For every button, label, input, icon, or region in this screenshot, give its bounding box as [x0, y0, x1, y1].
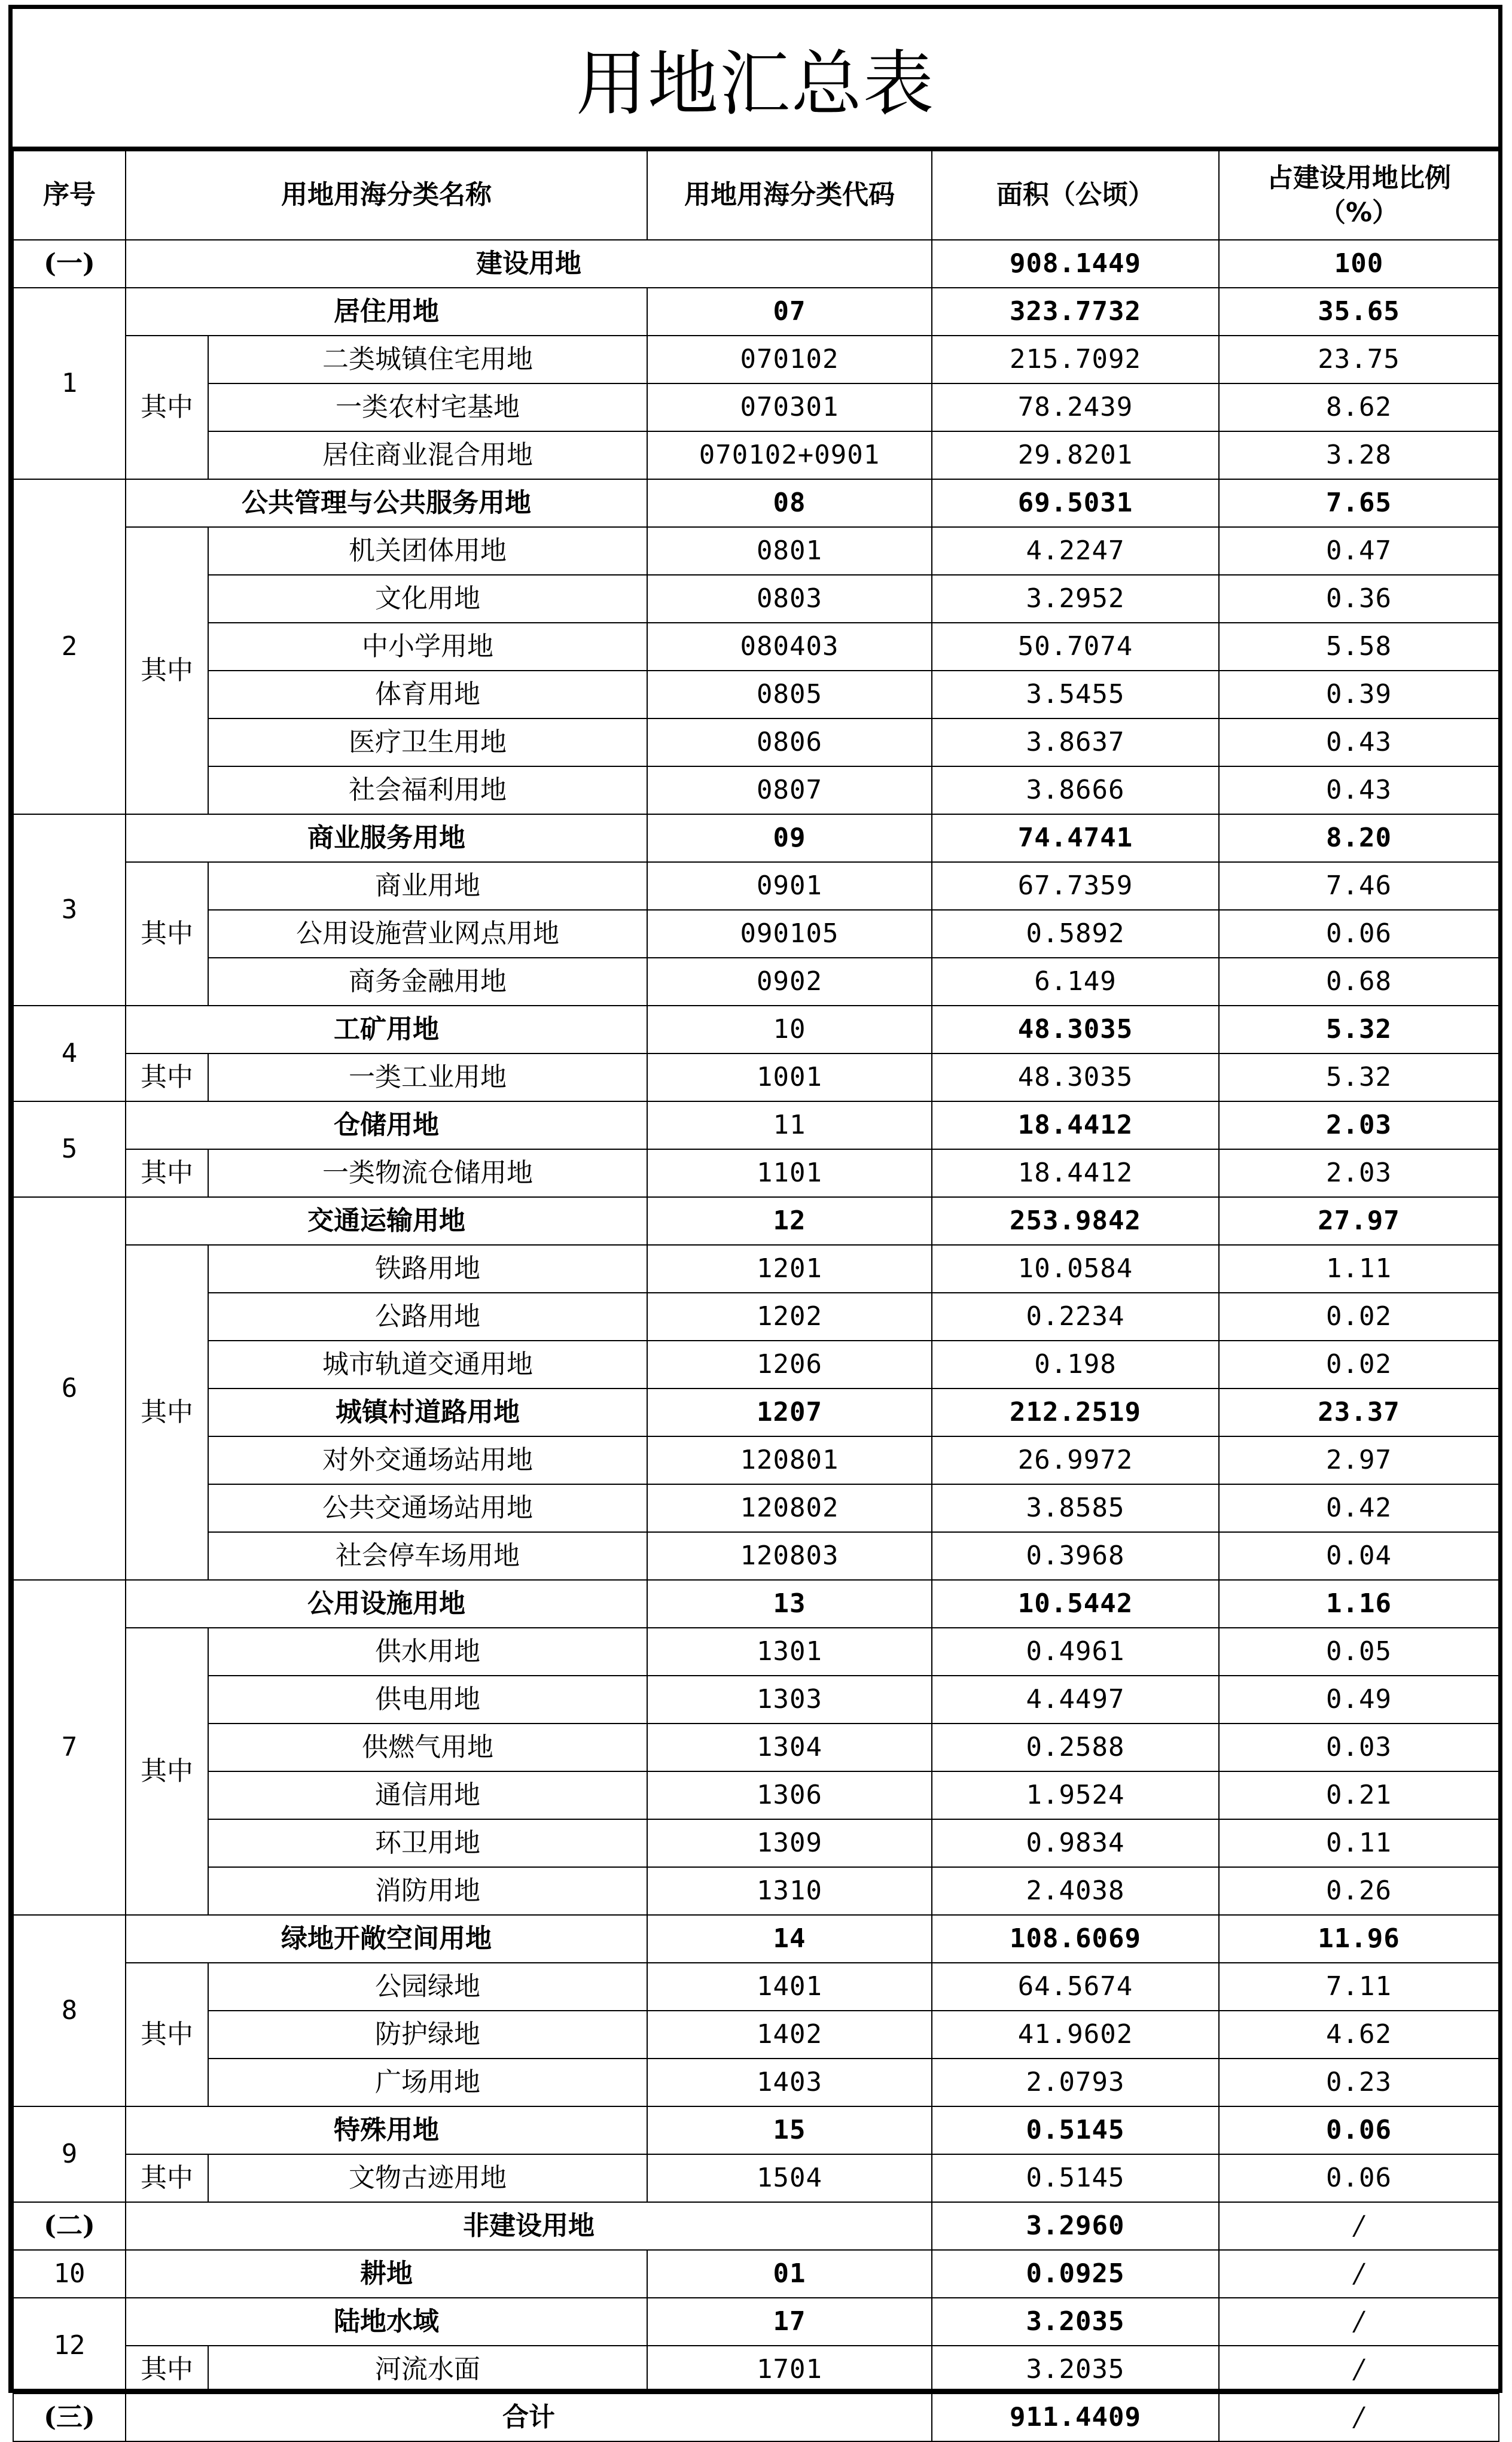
item-name: 文化用地 [208, 575, 647, 623]
qizhong-label: 其中 [126, 1149, 208, 1197]
item-name: 城镇村道路用地 [208, 1389, 647, 1436]
item-code: 1101 [647, 1149, 932, 1197]
group-area: 10.5442 [932, 1580, 1219, 1628]
item-ratio: 23.37 [1219, 1389, 1499, 1436]
table-row [13, 2011, 1499, 2059]
group-code: 13 [647, 1580, 932, 1628]
item-code: 070301 [647, 383, 932, 431]
table-row [13, 1867, 1499, 1915]
item-code: 1403 [647, 2059, 932, 2106]
header-code: 用地用海分类代码 [647, 151, 932, 240]
item-area: 78.2439 [932, 383, 1219, 431]
item-area: 0.2234 [932, 1293, 1219, 1341]
qizhong-label: 其中 [126, 2346, 208, 2394]
group-ratio: 35.65 [1219, 288, 1499, 336]
item-area: 50.7074 [932, 623, 1219, 671]
item-code: 1207 [647, 1389, 932, 1436]
item-name: 社会福利用地 [208, 766, 647, 814]
section-name: 非建设用地 [126, 2202, 932, 2250]
table-row [13, 1676, 1499, 1724]
item-ratio: 23.75 [1219, 336, 1499, 383]
table-row [13, 1963, 1499, 2011]
item-name: 公用设施营业网点用地 [208, 910, 647, 958]
section-seq: (一) [13, 240, 126, 288]
item-area: 10.0584 [932, 1245, 1219, 1293]
item-name: 广场用地 [208, 2059, 647, 2106]
item-ratio: 5.32 [1219, 1053, 1499, 1101]
group-row [13, 1101, 1499, 1149]
group-ratio: 1.16 [1219, 1580, 1499, 1628]
item-name: 城市轨道交通用地 [208, 1341, 647, 1389]
group-row [13, 2298, 1499, 2346]
item-ratio: 0.36 [1219, 575, 1499, 623]
group-area: 18.4412 [932, 1101, 1219, 1149]
item-name: 商业用地 [208, 862, 647, 910]
group-seq: 12 [13, 2298, 126, 2394]
item-ratio: 0.04 [1219, 1532, 1499, 1580]
item-ratio: 0.43 [1219, 718, 1499, 766]
group-code: 09 [647, 814, 932, 862]
item-code: 090105 [647, 910, 932, 958]
item-code: 1306 [647, 1771, 932, 1819]
item-area: 41.9602 [932, 2011, 1219, 2059]
item-code: 1401 [647, 1963, 932, 2011]
item-name: 中小学用地 [208, 623, 647, 671]
table-row [13, 1819, 1499, 1867]
section-ratio: / [1219, 2394, 1499, 2441]
item-code: 1304 [647, 1724, 932, 1771]
item-area: 2.0793 [932, 2059, 1219, 2106]
table-row [13, 1771, 1499, 1819]
group-seq: 6 [13, 1197, 126, 1580]
header-ratio [1219, 151, 1499, 240]
item-name: 一类农村宅基地 [208, 383, 647, 431]
item-name: 供水用地 [208, 1628, 647, 1676]
group-row [13, 2250, 1499, 2298]
table-row [13, 1341, 1499, 1389]
group-name: 公用设施用地 [126, 1580, 647, 1628]
group-seq: 9 [13, 2106, 126, 2202]
group-seq: 2 [13, 479, 126, 814]
group-row [13, 479, 1499, 527]
group-row [13, 1197, 1499, 1245]
item-area: 2.4038 [932, 1867, 1219, 1915]
group-row [13, 2106, 1499, 2154]
header-name: 用地用海分类名称 [126, 151, 647, 240]
item-area: 3.8585 [932, 1484, 1219, 1532]
item-name: 机关团体用地 [208, 527, 647, 575]
table-row [13, 1053, 1499, 1101]
section-row-non-construction [13, 2202, 1499, 2250]
page-title: 用地汇总表 [13, 9, 1498, 150]
item-name: 文物古迹用地 [208, 2154, 647, 2202]
table-row [13, 1245, 1499, 1293]
item-ratio: 5.58 [1219, 623, 1499, 671]
item-code: 0807 [647, 766, 932, 814]
item-ratio: 0.06 [1219, 2154, 1499, 2202]
table-row [13, 1436, 1499, 1484]
item-code: 0801 [647, 527, 932, 575]
table-row [13, 910, 1499, 958]
item-ratio: 0.02 [1219, 1293, 1499, 1341]
item-area: 0.9834 [932, 1819, 1219, 1867]
item-name: 防护绿地 [208, 2011, 647, 2059]
qizhong-label: 其中 [126, 2154, 208, 2202]
item-ratio: / [1219, 2346, 1499, 2394]
item-code: 070102 [647, 336, 932, 383]
item-area: 212.2519 [932, 1389, 1219, 1436]
section-area: 3.2960 [932, 2202, 1219, 2250]
item-name: 商务金融用地 [208, 958, 647, 1006]
item-area: 3.8666 [932, 766, 1219, 814]
group-code: 08 [647, 479, 932, 527]
section-name: 合计 [126, 2394, 932, 2441]
item-code: 1001 [647, 1053, 932, 1101]
item-code: 1309 [647, 1819, 932, 1867]
item-code: 1310 [647, 1867, 932, 1915]
section-row-construction [13, 240, 1499, 288]
section-seq: (三) [13, 2394, 126, 2441]
item-ratio: 0.42 [1219, 1484, 1499, 1532]
section-name: 建设用地 [126, 240, 932, 288]
group-code: 12 [647, 1197, 932, 1245]
group-ratio: 11.96 [1219, 1915, 1499, 1963]
group-seq: 7 [13, 1580, 126, 1915]
table-row [13, 2154, 1499, 2202]
item-ratio: 0.68 [1219, 958, 1499, 1006]
item-ratio: 0.39 [1219, 671, 1499, 718]
qizhong-label: 其中 [126, 1245, 208, 1580]
item-code: 0803 [647, 575, 932, 623]
land-use-summary-sheet [8, 5, 1502, 2432]
group-row [13, 1580, 1499, 1628]
section-row-total [13, 2394, 1499, 2441]
table-row [13, 1149, 1499, 1197]
item-ratio: 4.62 [1219, 2011, 1499, 2059]
group-ratio: 0.06 [1219, 2106, 1499, 2154]
group-area: 0.5145 [932, 2106, 1219, 2154]
qizhong-label: 其中 [126, 1963, 208, 2106]
item-ratio: 7.46 [1219, 862, 1499, 910]
item-ratio: 0.49 [1219, 1676, 1499, 1724]
item-code: 120801 [647, 1436, 932, 1484]
item-area: 0.2588 [932, 1724, 1219, 1771]
item-name: 社会停车场用地 [208, 1532, 647, 1580]
group-name: 仓储用地 [126, 1101, 647, 1149]
item-name: 一类工业用地 [208, 1053, 647, 1101]
item-area: 6.149 [932, 958, 1219, 1006]
table-row [13, 1724, 1499, 1771]
item-name: 医疗卫生用地 [208, 718, 647, 766]
group-area: 253.9842 [932, 1197, 1219, 1245]
table-row [13, 958, 1499, 1006]
item-area: 18.4412 [932, 1149, 1219, 1197]
group-name: 绿地开敞空间用地 [126, 1915, 647, 1963]
table-row [13, 575, 1499, 623]
table-row [13, 1484, 1499, 1532]
item-ratio: 0.21 [1219, 1771, 1499, 1819]
table-row [13, 766, 1499, 814]
item-code: 080403 [647, 623, 932, 671]
group-code: 15 [647, 2106, 932, 2154]
table-row [13, 671, 1499, 718]
group-code: 11 [647, 1101, 932, 1149]
item-ratio: 0.11 [1219, 1819, 1499, 1867]
table-row [13, 2346, 1499, 2394]
item-code: 0901 [647, 862, 932, 910]
group-area: 74.4741 [932, 814, 1219, 862]
item-area: 48.3035 [932, 1053, 1219, 1101]
group-code: 10 [647, 1006, 932, 1053]
item-ratio: 0.02 [1219, 1341, 1499, 1389]
group-area: 108.6069 [932, 1915, 1219, 1963]
item-code: 0902 [647, 958, 932, 1006]
header-ratio-line2: （%） [1319, 197, 1399, 228]
table-row [13, 1628, 1499, 1676]
item-area: 29.8201 [932, 431, 1219, 479]
item-name: 体育用地 [208, 671, 647, 718]
group-row [13, 1006, 1499, 1053]
item-ratio: 0.23 [1219, 2059, 1499, 2106]
item-code: 120802 [647, 1484, 932, 1532]
item-name: 一类物流仓储用地 [208, 1149, 647, 1197]
qizhong-label: 其中 [126, 1628, 208, 1915]
item-ratio: 0.47 [1219, 527, 1499, 575]
item-name: 铁路用地 [208, 1245, 647, 1293]
group-name: 商业服务用地 [126, 814, 647, 862]
group-seq: 4 [13, 1006, 126, 1101]
item-name: 供燃气用地 [208, 1724, 647, 1771]
group-seq: 5 [13, 1101, 126, 1197]
group-ratio: 2.03 [1219, 1101, 1499, 1149]
item-area: 0.198 [932, 1341, 1219, 1389]
item-name: 公共交通场站用地 [208, 1484, 647, 1532]
item-area: 3.5455 [932, 671, 1219, 718]
item-name: 消防用地 [208, 1867, 647, 1915]
group-row [13, 1915, 1499, 1963]
table-row [13, 527, 1499, 575]
item-ratio: 2.03 [1219, 1149, 1499, 1197]
item-ratio: 0.03 [1219, 1724, 1499, 1771]
item-area: 64.5674 [932, 1963, 1219, 2011]
table-row [13, 1532, 1499, 1580]
section-ratio: / [1219, 2202, 1499, 2250]
item-name: 对外交通场站用地 [208, 1436, 647, 1484]
item-code: 1201 [647, 1245, 932, 1293]
item-area: 0.5892 [932, 910, 1219, 958]
land-use-table [13, 150, 1499, 2442]
group-area: 69.5031 [932, 479, 1219, 527]
item-ratio: 1.11 [1219, 1245, 1499, 1293]
item-ratio: 0.43 [1219, 766, 1499, 814]
item-name: 居住商业混合用地 [208, 431, 647, 479]
table-row [13, 336, 1499, 383]
qizhong-label: 其中 [126, 527, 208, 814]
group-area: 48.3035 [932, 1006, 1219, 1053]
item-code: 0805 [647, 671, 932, 718]
group-seq: 8 [13, 1915, 126, 2106]
item-name: 二类城镇住宅用地 [208, 336, 647, 383]
item-name: 公路用地 [208, 1293, 647, 1341]
item-area: 1.9524 [932, 1771, 1219, 1819]
group-row [13, 814, 1499, 862]
item-code: 1301 [647, 1628, 932, 1676]
group-ratio: 7.65 [1219, 479, 1499, 527]
item-area: 0.4961 [932, 1628, 1219, 1676]
item-area: 67.7359 [932, 862, 1219, 910]
item-code: 1402 [647, 2011, 932, 2059]
item-code: 1504 [647, 2154, 932, 2202]
qizhong-label: 其中 [126, 1053, 208, 1101]
item-ratio: 7.11 [1219, 1963, 1499, 2011]
item-name: 供电用地 [208, 1676, 647, 1724]
table-header-row [13, 151, 1499, 240]
item-area: 4.4497 [932, 1676, 1219, 1724]
item-ratio: 0.06 [1219, 910, 1499, 958]
item-code: 1206 [647, 1341, 932, 1389]
item-code: 070102+0901 [647, 431, 932, 479]
section-ratio: 100 [1219, 240, 1499, 288]
section-seq: (二) [13, 2202, 126, 2250]
item-code: 1303 [647, 1676, 932, 1724]
item-area: 3.8637 [932, 718, 1219, 766]
group-seq: 10 [13, 2250, 126, 2298]
item-ratio: 0.05 [1219, 1628, 1499, 1676]
item-area: 3.2035 [932, 2346, 1219, 2394]
table-row [13, 383, 1499, 431]
table-row [13, 431, 1499, 479]
table-row [13, 2059, 1499, 2106]
group-name: 公共管理与公共服务用地 [126, 479, 647, 527]
item-code: 1202 [647, 1293, 932, 1341]
group-name: 居住用地 [126, 288, 647, 336]
table-row [13, 718, 1499, 766]
item-ratio: 3.28 [1219, 431, 1499, 479]
header-seq: 序号 [13, 151, 126, 240]
table-row [13, 1293, 1499, 1341]
header-area: 面积（公顷） [932, 151, 1219, 240]
item-name: 环卫用地 [208, 1819, 647, 1867]
group-code: 14 [647, 1915, 932, 1963]
table-row-bold [13, 1389, 1499, 1436]
group-seq: 3 [13, 814, 126, 1006]
group-ratio: 8.20 [1219, 814, 1499, 862]
group-row [13, 288, 1499, 336]
item-name: 河流水面 [208, 2346, 647, 2394]
group-area: 3.2035 [932, 2298, 1219, 2346]
group-code: 07 [647, 288, 932, 336]
item-ratio: 8.62 [1219, 383, 1499, 431]
header-ratio-line1: 占建设用地比例 [1267, 163, 1451, 194]
group-name: 陆地水域 [126, 2298, 647, 2346]
group-seq: 1 [13, 288, 126, 479]
item-ratio: 0.26 [1219, 1867, 1499, 1915]
item-code: 1701 [647, 2346, 932, 2394]
item-area: 0.5145 [932, 2154, 1219, 2202]
item-area: 26.9972 [932, 1436, 1219, 1484]
item-area: 215.7092 [932, 336, 1219, 383]
table-row [13, 623, 1499, 671]
qizhong-label: 其中 [126, 336, 208, 479]
item-ratio: 2.97 [1219, 1436, 1499, 1484]
group-ratio: 5.32 [1219, 1006, 1499, 1053]
group-area: 0.0925 [932, 2250, 1219, 2298]
group-ratio: / [1219, 2250, 1499, 2298]
qizhong-label: 其中 [126, 862, 208, 1006]
item-code: 120803 [647, 1532, 932, 1580]
group-code: 17 [647, 2298, 932, 2346]
item-name: 通信用地 [208, 1771, 647, 1819]
group-area: 323.7732 [932, 288, 1219, 336]
table-row [13, 862, 1499, 910]
group-code: 01 [647, 2250, 932, 2298]
group-ratio: 27.97 [1219, 1197, 1499, 1245]
item-code: 0806 [647, 718, 932, 766]
group-name: 特殊用地 [126, 2106, 647, 2154]
section-area: 908.1449 [932, 240, 1219, 288]
item-area: 0.3968 [932, 1532, 1219, 1580]
section-area: 911.4409 [932, 2394, 1219, 2441]
group-ratio: / [1219, 2298, 1499, 2346]
group-name: 工矿用地 [126, 1006, 647, 1053]
group-name: 耕地 [126, 2250, 647, 2298]
group-name: 交通运输用地 [126, 1197, 647, 1245]
item-name: 公园绿地 [208, 1963, 647, 2011]
item-area: 4.2247 [932, 527, 1219, 575]
item-area: 3.2952 [932, 575, 1219, 623]
